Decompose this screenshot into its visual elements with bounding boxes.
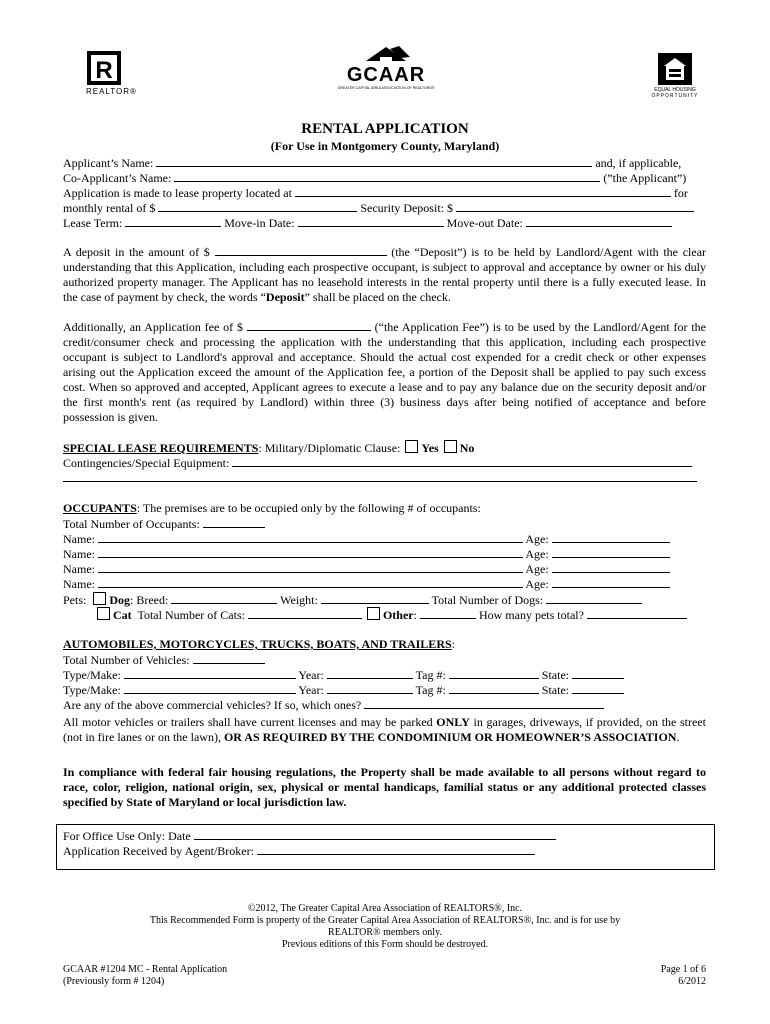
co-applicant-row: Co-Applicant’s Name: (”the Applicant”) (63, 171, 687, 185)
equal-housing-text: EQUAL HOUSING OPPORTUNITY (651, 87, 699, 99)
realtor-logo (86, 50, 122, 90)
vehicle-year-field[interactable] (327, 667, 413, 679)
page-subtitle: (For Use in Montgomery County, Maryland) (270, 139, 500, 153)
form-id: GCAAR #1204 MC - Rental Application (63, 964, 228, 975)
occupant-name-field[interactable] (98, 576, 523, 588)
military-no-checkbox[interactable] (444, 440, 457, 453)
total-vehicles-row: Total Number of Vehicles: (63, 652, 265, 667)
pets-cat-row: Cat Total Number of Cats: Other: How many pets total? (95, 607, 687, 622)
occupant-row: Name: Age: (63, 576, 670, 591)
form-date: 6/2012 (678, 976, 706, 987)
contingencies-field-line2[interactable] (63, 481, 697, 482)
cat-checkbox[interactable] (97, 607, 110, 620)
office-date-row: For Office Use Only: Date (63, 828, 556, 843)
vehicle-tag-field[interactable] (449, 667, 539, 679)
application-fee-field[interactable] (247, 319, 371, 331)
occupant-age-field[interactable] (552, 576, 670, 588)
application-fee-paragraph: Additionally, an Application fee of $ (“the Application Fee”) is to be used by the Landlord/Agent for the credit/consumer check and processing the application with the understanding that this application, including each prospective occupant is subject to Landlord's approval and acceptance. Should the actual cost expended for a credit check or other expenses arising out the Application exceed the amount of the Application fee, a portion of the Deposit shall be applied to pay such excess cost. When so approved and accepted, Applicant agrees to execute a lease and to pay any balance due on the security deposit and/or the first month's rent (as required by Landlord) within three (3) business days after being notified of acceptance and before possession is given. (63, 320, 706, 424)
copyright-text: ©2012, The Greater Capital Area Association of REALTORS®, Inc. (247, 903, 523, 914)
occupants-row: OCCUPANTS: The premises are to be occupied only by the following # of occupants: (63, 501, 481, 515)
commercial-vehicles-row: Are any of the above commercial vehicles? If so, which ones? (63, 697, 604, 712)
page-title: RENTAL APPLICATION (301, 121, 469, 137)
page-number: Page 1 of 6 (660, 964, 706, 975)
lease-term-row: Lease Term: Move-in Date: Move-out Date: (63, 215, 672, 230)
occupants-heading: OCCUPANTS (63, 501, 137, 515)
move-out-date-field[interactable] (526, 215, 672, 227)
occupant-row: Name: Age: (63, 531, 670, 546)
special-requirements-row: SPECIAL LEASE REQUIREMENTS: Military/Diplomatic Clause: Yes No (63, 441, 475, 455)
pets-dog-row: Pets: Dog: Breed: Weight: Total Number of Dogs: (63, 592, 642, 607)
commercial-vehicles-field[interactable] (364, 697, 604, 709)
property-address-field[interactable] (295, 185, 671, 197)
dog-breed-field[interactable] (171, 592, 277, 604)
property-row: Application is made to lease property located at for (63, 186, 688, 200)
total-occupants-field[interactable] (203, 516, 265, 528)
total-occupants-row: Total Number of Occupants: (63, 516, 265, 531)
occupant-age-field[interactable] (552, 531, 670, 543)
occupant-row: Name: Age: (63, 561, 670, 576)
vehicle-make-field[interactable] (124, 667, 296, 679)
gcaar-logo (336, 44, 436, 94)
other-pet-field[interactable] (420, 607, 476, 619)
occupant-name-field[interactable] (98, 561, 523, 573)
vehicle-row: Type/Make: Year: Tag #: State: (63, 667, 624, 682)
office-received-row: Application Received by Agent/Broker: (63, 843, 535, 858)
office-date-field[interactable] (194, 828, 556, 840)
contingencies-row: Contingencies/Special Equipment: (63, 455, 692, 470)
fair-housing-notice: In compliance with federal fair housing regulations, the Property shall be made available to all persons without regard to race, color, religion, national origin, sex, physical or mental handicaps, familial status or any additional protected classes specified by State of Maryland or local jurisdiction law. (63, 765, 706, 809)
lease-term-field[interactable] (125, 215, 221, 227)
total-dogs-field[interactable] (546, 592, 642, 604)
occupant-age-field[interactable] (552, 546, 670, 558)
co-applicant-name-field[interactable] (174, 170, 600, 182)
deposit-paragraph: A deposit in the amount of $ (the “Deposit”) is to be held by Landlord/Agent with the clear understanding that this Application, including each prospective occupant, is subject to approval and acceptance by owner or his duly authorized property manager. The Applicant has no leasehold interests in the rental property until there is a fully executed lease. In the case of payment by check, the words “Deposit” shall be placed on the check. (63, 245, 707, 304)
property-notice: This Recommended Form is property of the Greater Capital Area Association of REALTORS®, Inc. and is for use by (149, 915, 621, 926)
gcaar-wordmark: GCAAR (346, 64, 426, 86)
contingencies-field[interactable] (232, 455, 692, 467)
total-vehicles-field[interactable] (193, 652, 265, 664)
svg-text:R: R (95, 57, 113, 84)
gcaar-subtext: GREATER CAPITAL AREA ASSOCIATION OF REALTORS® (337, 86, 435, 90)
vehicle-year-field[interactable] (327, 682, 413, 694)
occupant-age-field[interactable] (552, 561, 670, 573)
realtor-label: REALTOR® (86, 87, 137, 96)
special-requirements-heading: SPECIAL LEASE REQUIREMENTS (63, 441, 259, 455)
military-yes-checkbox[interactable] (405, 440, 418, 453)
dog-checkbox[interactable] (93, 592, 106, 605)
equal-housing-icon (655, 52, 695, 88)
vehicles-heading-row: AUTOMOBILES, MOTORCYCLES, TRUCKS, BOATS, AND TRAILERS: (63, 637, 455, 651)
previous-editions-notice: Previous editions of this Form should be destroyed. (281, 939, 489, 950)
dog-weight-field[interactable] (321, 592, 429, 604)
vehicle-tag-field[interactable] (449, 682, 539, 694)
parking-paragraph: All motor vehicles or trailers shall have current licenses and may be parked ONLY in garages, driveways, if provided, on the street (not in fire lanes or on the lawn), OR AS REQUIRED BY THE CONDOMINIUM OR HOMEOWNER’S ASSOCIATION. (63, 715, 706, 744)
previous-form-id: (Previously form # 1204) (63, 976, 165, 987)
vehicle-row: Type/Make: Year: Tag #: State: (63, 682, 624, 697)
vehicles-heading: AUTOMOBILES, MOTORCYCLES, TRUCKS, BOATS, AND TRAILERS (63, 637, 452, 651)
rent-deposit-row: monthly rental of $ Security Deposit: $ (63, 200, 694, 215)
vehicle-make-field[interactable] (124, 682, 296, 694)
monthly-rent-field[interactable] (158, 200, 357, 212)
vehicle-state-field[interactable] (572, 667, 624, 679)
applicant-name-field[interactable] (156, 155, 592, 167)
applicant-name-row: Applicant’s Name: and, if applicable, (63, 156, 682, 170)
received-by-field[interactable] (257, 843, 535, 855)
occupant-name-field[interactable] (98, 531, 523, 543)
deposit-amount-field[interactable] (215, 244, 387, 256)
occupant-row: Name: Age: (63, 546, 670, 561)
total-pets-field[interactable] (587, 607, 687, 619)
security-deposit-field[interactable] (456, 200, 694, 212)
members-notice: REALTOR® members only. (328, 927, 442, 938)
occupant-name-field[interactable] (98, 546, 523, 558)
vehicle-state-field[interactable] (572, 682, 624, 694)
move-in-date-field[interactable] (298, 215, 444, 227)
other-pet-checkbox[interactable] (367, 607, 380, 620)
office-use-box (56, 824, 715, 870)
total-cats-field[interactable] (248, 607, 362, 619)
